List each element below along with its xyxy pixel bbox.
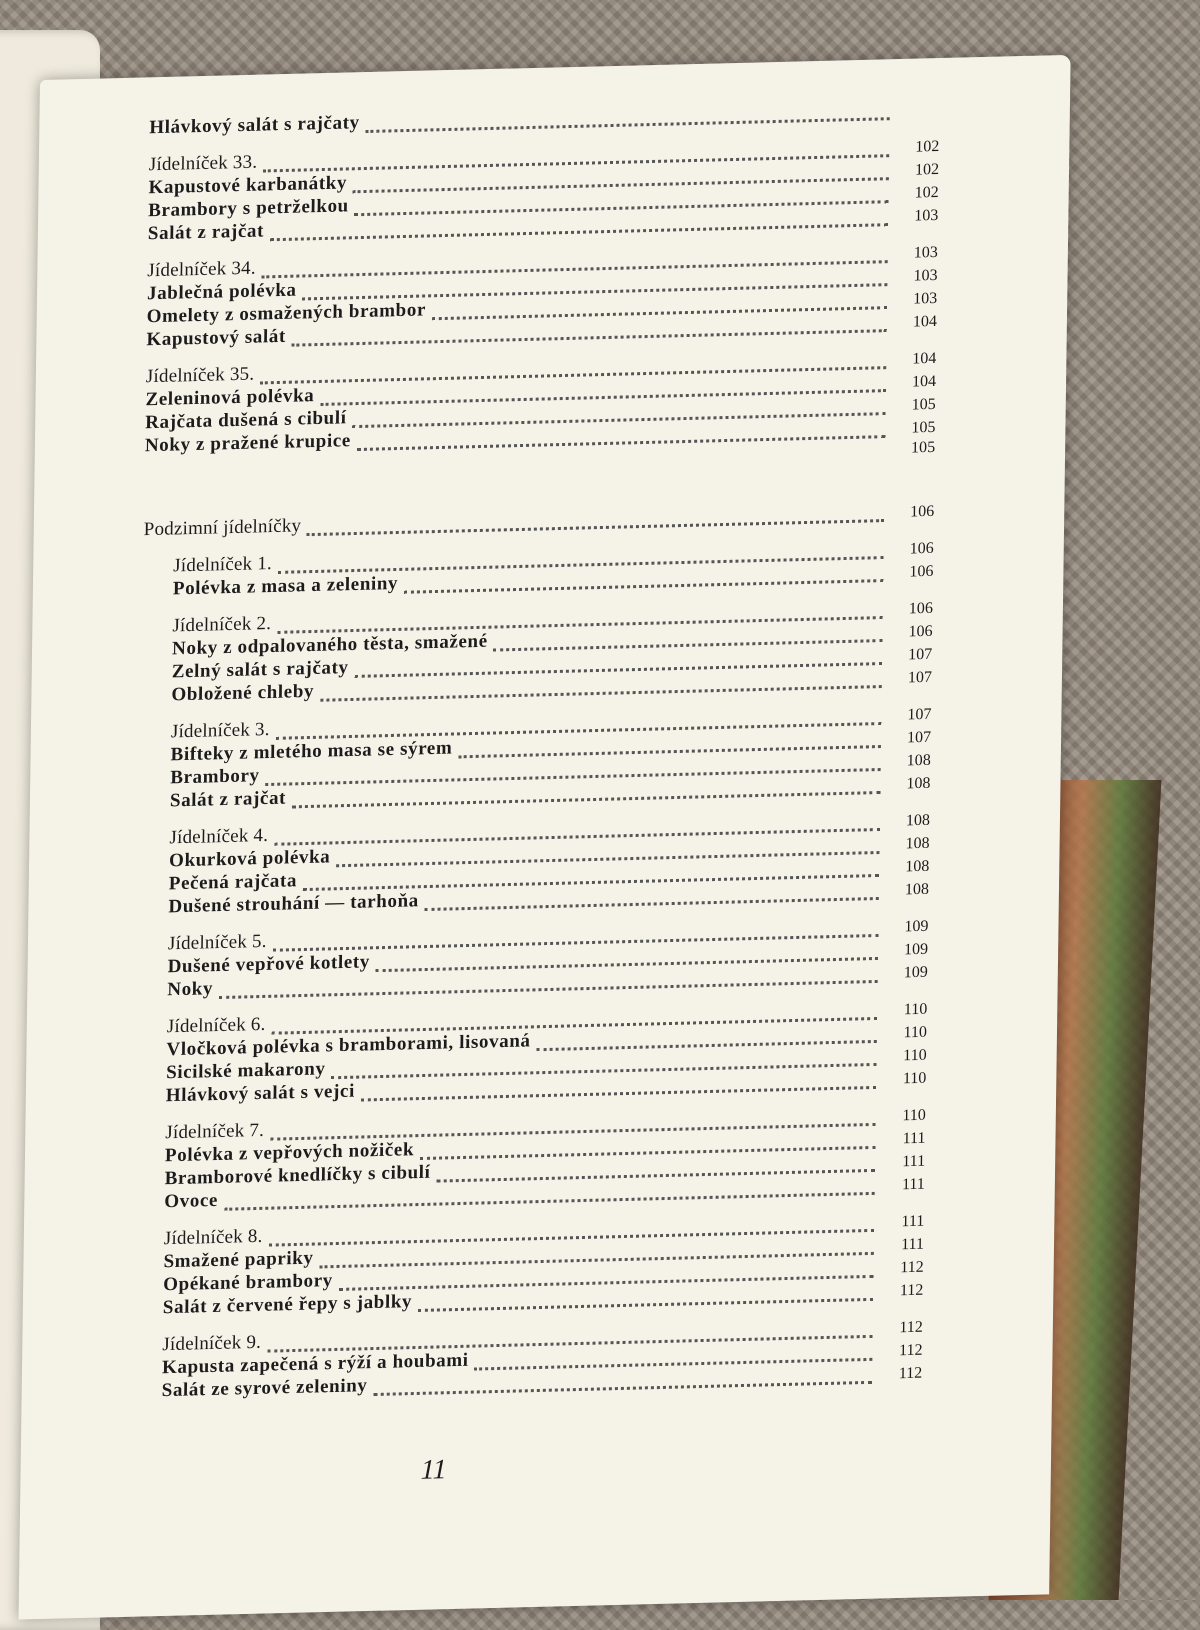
toc-entry-page: 102 bbox=[914, 183, 939, 202]
toc-entry-page: 109 bbox=[903, 963, 928, 982]
toc-entry-page: 112 bbox=[898, 1341, 923, 1360]
toc-entry-label: Kapustový salát bbox=[146, 325, 287, 351]
toc-entry-label: Jablečná polévka bbox=[146, 279, 297, 305]
toc-entry-page bbox=[896, 114, 940, 115]
toc-entry-page: 112 bbox=[899, 1318, 923, 1337]
toc-entry-label: Noky bbox=[167, 978, 214, 1001]
toc-entry-page: 105 bbox=[911, 395, 936, 414]
toc-entry-page: 112 bbox=[900, 1258, 924, 1277]
toc-entry-page: 111 bbox=[901, 1175, 925, 1194]
toc-entry-label: Noky z odpalovaného těsta, smažené bbox=[171, 630, 488, 660]
toc-entry-label: Bifteky z mletého masa se sýrem bbox=[170, 737, 453, 766]
toc-entry-label: Jídelníček 8. bbox=[163, 1225, 263, 1250]
toc-entry-page: 103 bbox=[913, 266, 938, 285]
toc-entry-label: Okurková polévka bbox=[168, 846, 331, 872]
toc-entry-page: 111 bbox=[901, 1212, 925, 1231]
toc-entry-label: Polévka z masa a zeleniny bbox=[172, 572, 399, 600]
toc-entry-label: Salát z rajčat bbox=[169, 787, 287, 812]
toc-entry-label: Dušené strouhání — tarhoňa bbox=[168, 890, 419, 918]
toc-entry-page: 106 bbox=[910, 502, 935, 521]
toc-entry-page: 105 bbox=[910, 438, 936, 457]
toc-entry-page: 106 bbox=[909, 562, 934, 581]
toc-entry-label: Jídelníček 34. bbox=[147, 257, 256, 282]
toc-entry-label: Jídelníček 1. bbox=[173, 553, 273, 577]
toc-entry-page: 107 bbox=[907, 705, 932, 724]
toc-entry-page: 108 bbox=[905, 811, 931, 830]
toc-entry-label: Salát z rajčat bbox=[147, 220, 265, 245]
toc-entry-page: 111 bbox=[902, 1152, 926, 1171]
toc-entry-label: Salát z červené řepy s jablky bbox=[162, 1291, 413, 1319]
toc-entry-page: 103 bbox=[913, 243, 938, 262]
toc-entry-label: Kapustové karbanátky bbox=[148, 172, 348, 199]
toc-entry-page: 106 bbox=[908, 599, 934, 618]
toc-entry-label: Jídelníček 33. bbox=[148, 151, 258, 176]
page-number: 11 bbox=[420, 1454, 447, 1486]
toc-entry-label: Jídelníček 2. bbox=[172, 613, 272, 637]
book-page bbox=[18, 55, 1070, 1620]
toc-entry-page: 112 bbox=[899, 1281, 924, 1300]
toc-entry-page: 111 bbox=[902, 1129, 926, 1148]
toc-entry-page: 106 bbox=[908, 622, 933, 641]
toc-entry-page: 107 bbox=[908, 645, 933, 664]
toc-entry-page: 103 bbox=[914, 206, 939, 225]
toc-entry-page: 105 bbox=[911, 418, 936, 437]
toc-entry-label: Vločková polévka s bramborami, lisovaná bbox=[166, 1030, 531, 1061]
toc-entry-page: 112 bbox=[898, 1364, 923, 1383]
toc-entry-page: 110 bbox=[902, 1069, 927, 1088]
toc-entry-label: Jídelníček 3. bbox=[170, 718, 270, 743]
toc-entry-label: Sicilské makarony bbox=[166, 1058, 326, 1084]
toc-entry-page: 103 bbox=[913, 289, 938, 308]
toc-entry-label: Jídelníček 5. bbox=[167, 930, 267, 955]
toc-entry-label: Salát ze syrové zeleniny bbox=[161, 1375, 368, 1402]
toc-entry-label: Ovoce bbox=[164, 1189, 219, 1213]
toc-entry-label: Jídelníček 7. bbox=[165, 1119, 265, 1144]
toc-entry-page: 104 bbox=[911, 372, 937, 391]
toc-entry-label: Bramborové knedlíčky s cibulí bbox=[164, 1161, 431, 1190]
toc-entry-label: Zeleninová polévka bbox=[145, 385, 315, 411]
toc-entry-page: 109 bbox=[904, 917, 929, 936]
toc-entry-page: 108 bbox=[906, 774, 931, 793]
toc-entry-label: Noky z pražené krupice bbox=[144, 430, 352, 457]
toc-entry-page: 111 bbox=[901, 1235, 925, 1254]
toc-entry-page: 102 bbox=[914, 160, 940, 179]
toc-entry-label: Omelety z osmažených brambor bbox=[146, 299, 427, 328]
toc-entry-label: Pečená rajčata bbox=[168, 870, 298, 895]
toc-entry-page: 109 bbox=[903, 940, 929, 959]
toc-entry-page: 107 bbox=[906, 728, 932, 747]
toc-entry-label: Dušené vepřové kotlety bbox=[167, 951, 371, 978]
toc-entry-label: Brambory s petrželkou bbox=[148, 195, 349, 222]
toc-entry-label: Polévka z vepřových nožiček bbox=[164, 1139, 415, 1167]
toc-entry-page: 110 bbox=[903, 1000, 928, 1019]
toc-entry-page: 110 bbox=[902, 1106, 926, 1125]
toc-entry-label: Kapusta zapečená s rýží a houbami bbox=[161, 1349, 469, 1379]
toc-entry-page: 104 bbox=[912, 349, 937, 368]
toc-entry-page: 108 bbox=[905, 834, 930, 853]
toc-entry-page: 106 bbox=[909, 539, 934, 558]
toc-entry-label: Jídelníček 6. bbox=[166, 1013, 266, 1038]
toc-entry-page: 110 bbox=[903, 1023, 928, 1042]
toc-entry-label: Opékané brambory bbox=[163, 1270, 333, 1296]
toc-entry-page: 102 bbox=[915, 137, 940, 156]
table-of-contents bbox=[131, 98, 940, 1418]
toc-entry-label: Jídelníček 4. bbox=[169, 824, 269, 849]
toc-entry-label: Smažené papriky bbox=[163, 1247, 314, 1273]
toc-entry-page: 108 bbox=[906, 751, 931, 770]
toc-entry-label: Obložené chleby bbox=[171, 680, 315, 706]
toc-entry-label: Brambory bbox=[170, 765, 260, 789]
toc-entry-page: 110 bbox=[903, 1046, 927, 1065]
toc-entry-page: 108 bbox=[905, 857, 930, 876]
toc-entry-label: Zelný salát s rajčaty bbox=[171, 657, 349, 683]
toc-entry-page: 107 bbox=[907, 668, 933, 687]
toc-entry-label: Hlávkový salát s rajčaty bbox=[149, 112, 360, 139]
toc-entry-label: Jídelníček 35. bbox=[145, 363, 255, 388]
toc-entry-label: Podzimní jídelníčky bbox=[143, 515, 302, 541]
toc-entry-page: 104 bbox=[912, 312, 938, 331]
toc-entry-page: 108 bbox=[904, 880, 930, 899]
toc-entry-label: Jídelníček 9. bbox=[162, 1331, 262, 1356]
toc-entry-label: Hlávkový salát s vejci bbox=[165, 1080, 356, 1107]
toc-entry-label: Rajčata dušená s cibulí bbox=[145, 407, 347, 434]
